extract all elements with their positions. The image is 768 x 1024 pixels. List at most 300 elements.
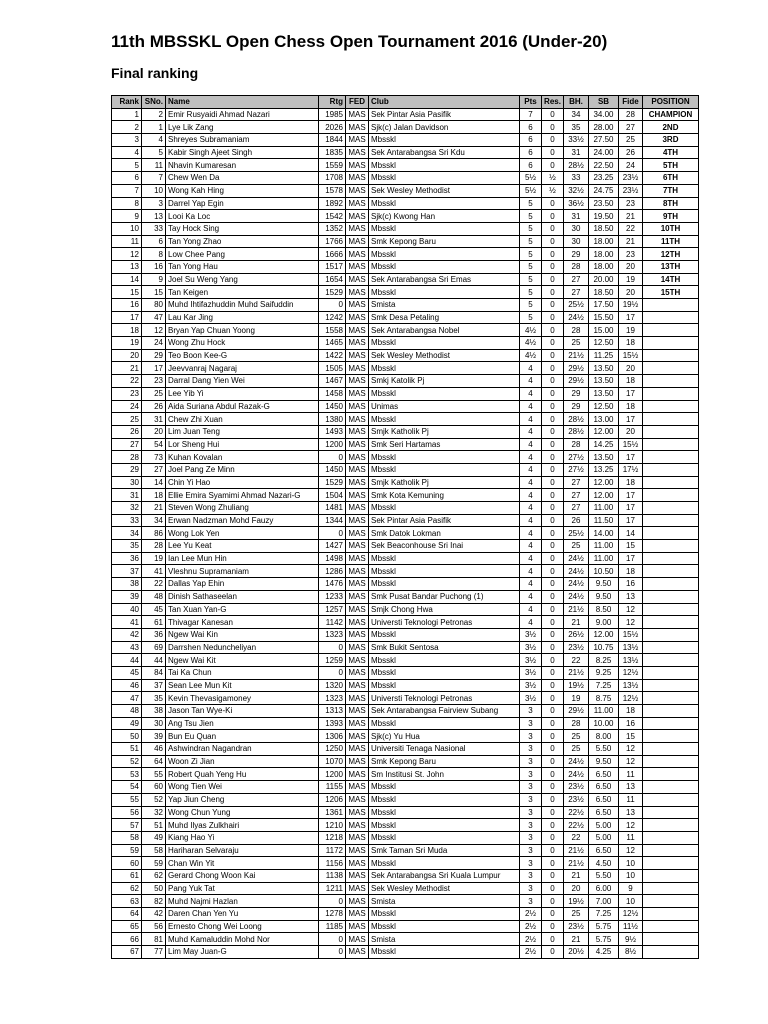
- cell-res: 0: [542, 451, 564, 464]
- cell-club: Sek Pintar Asia Pasifik: [369, 514, 520, 527]
- cell-rank: 22: [112, 375, 142, 388]
- cell-points: 4: [520, 527, 542, 540]
- cell-fide: 11: [619, 768, 643, 781]
- cell-bh: 25½: [564, 299, 589, 312]
- cell-fed: MAS: [346, 514, 369, 527]
- cell-sno: 30: [142, 717, 166, 730]
- cell-club: Mbsskl: [369, 819, 520, 832]
- cell-bh: 22: [564, 654, 589, 667]
- cell-sno: 35: [142, 692, 166, 705]
- cell-fed: MAS: [346, 781, 369, 794]
- cell-position: [643, 362, 699, 375]
- cell-sno: 41: [142, 565, 166, 578]
- cell-points: 5: [520, 248, 542, 261]
- cell-position: [643, 730, 699, 743]
- cell-name: Muhd Najmi Hazlan: [166, 895, 319, 908]
- cell-rank: 41: [112, 616, 142, 629]
- cell-bh: 29½: [564, 705, 589, 718]
- cell-res: 0: [542, 730, 564, 743]
- cell-rank: 33: [112, 514, 142, 527]
- cell-sb: 17.50: [589, 299, 619, 312]
- table-row: [112, 476, 699, 489]
- cell-sb: 18.50: [589, 222, 619, 235]
- cell-points: 3½: [520, 666, 542, 679]
- cell-club: Mbsskl: [369, 260, 520, 273]
- cell-fide: 15½: [619, 628, 643, 641]
- cell-sno: 58: [142, 844, 166, 857]
- cell-points: 6: [520, 134, 542, 147]
- cell-name: Chew Zhi Xuan: [166, 413, 319, 426]
- table-row: [112, 628, 699, 641]
- cell-name: Lye Lik Zang: [166, 121, 319, 134]
- cell-fed: MAS: [346, 324, 369, 337]
- cell-club: Mbsskl: [369, 451, 520, 464]
- cell-res: 0: [542, 755, 564, 768]
- cell-fed: MAS: [346, 286, 369, 299]
- cell-res: 0: [542, 679, 564, 692]
- cell-position: [643, 641, 699, 654]
- cell-fed: MAS: [346, 806, 369, 819]
- cell-res: 0: [542, 908, 564, 921]
- cell-position: [643, 387, 699, 400]
- cell-position: [643, 882, 699, 895]
- cell-position: 11TH: [643, 235, 699, 248]
- cell-res: 0: [542, 387, 564, 400]
- table-row: [112, 806, 699, 819]
- cell-bh: 27: [564, 489, 589, 502]
- cell-fide: 20: [619, 362, 643, 375]
- cell-fide: 18: [619, 705, 643, 718]
- cell-points: 4½: [520, 324, 542, 337]
- cell-sb: 11.00: [589, 540, 619, 553]
- cell-name: Tai Ka Chun: [166, 666, 319, 679]
- cell-rank: 10: [112, 222, 142, 235]
- cell-fide: 12: [619, 743, 643, 756]
- cell-fide: 14: [619, 527, 643, 540]
- cell-bh: 28: [564, 260, 589, 273]
- cell-sno: 47: [142, 311, 166, 324]
- cell-name: Ang Tsu Jien: [166, 717, 319, 730]
- cell-club: Smjk Katholik Pj: [369, 425, 520, 438]
- cell-sb: 6.00: [589, 882, 619, 895]
- cell-res: 0: [542, 628, 564, 641]
- cell-points: 3: [520, 768, 542, 781]
- cell-bh: 27½: [564, 451, 589, 464]
- cell-bh: 21½: [564, 844, 589, 857]
- cell-sb: 5.50: [589, 869, 619, 882]
- cell-club: Universiti Tenaga Nasional: [369, 743, 520, 756]
- cell-club: Smjk Chong Hwa: [369, 603, 520, 616]
- cell-name: Tan Yong Hau: [166, 260, 319, 273]
- cell-bh: 26: [564, 514, 589, 527]
- header-rating: Rtg: [319, 96, 346, 109]
- cell-rank: 39: [112, 590, 142, 603]
- cell-res: 0: [542, 819, 564, 832]
- cell-bh: 23½: [564, 641, 589, 654]
- cell-rating: 1393: [319, 717, 346, 730]
- cell-name: Tan Yong Zhao: [166, 235, 319, 248]
- cell-sb: 18.00: [589, 235, 619, 248]
- cell-res: 0: [542, 476, 564, 489]
- cell-fed: MAS: [346, 197, 369, 210]
- cell-res: 0: [542, 565, 564, 578]
- cell-name: Wong Lok Yen: [166, 527, 319, 540]
- cell-rank: 52: [112, 755, 142, 768]
- cell-rating: 1210: [319, 819, 346, 832]
- cell-rank: 59: [112, 844, 142, 857]
- cell-name: Kiang Hao Yi: [166, 831, 319, 844]
- cell-res: 0: [542, 362, 564, 375]
- cell-res: 0: [542, 210, 564, 223]
- cell-points: 5: [520, 210, 542, 223]
- cell-club: Smk Pusat Bandar Puchong (1): [369, 590, 520, 603]
- cell-points: 4: [520, 438, 542, 451]
- cell-bh: 36½: [564, 197, 589, 210]
- cell-rating: 1476: [319, 578, 346, 591]
- ranking-body: [112, 108, 699, 958]
- cell-sb: 5.00: [589, 831, 619, 844]
- cell-points: 3½: [520, 692, 542, 705]
- cell-position: [643, 933, 699, 946]
- cell-res: 0: [542, 920, 564, 933]
- cell-club: Mbsskl: [369, 362, 520, 375]
- cell-name: Pang Yuk Tat: [166, 882, 319, 895]
- cell-res: 0: [542, 489, 564, 502]
- cell-res: 0: [542, 666, 564, 679]
- cell-sb: 8.50: [589, 603, 619, 616]
- cell-sno: 38: [142, 705, 166, 718]
- cell-points: 5: [520, 273, 542, 286]
- cell-position: [643, 476, 699, 489]
- cell-bh: 35: [564, 121, 589, 134]
- cell-sno: 7: [142, 172, 166, 185]
- cell-name: Dallas Yap Ehin: [166, 578, 319, 591]
- cell-fed: MAS: [346, 590, 369, 603]
- table-row: [112, 590, 699, 603]
- cell-points: 3: [520, 743, 542, 756]
- cell-name: Darrel Yap Egin: [166, 197, 319, 210]
- cell-rank: 65: [112, 920, 142, 933]
- cell-name: Daren Chan Yen Yu: [166, 908, 319, 921]
- cell-rank: 13: [112, 260, 142, 273]
- table-row: [112, 235, 699, 248]
- cell-rank: 2: [112, 121, 142, 134]
- table-row: [112, 869, 699, 882]
- cell-club: Mbsskl: [369, 781, 520, 794]
- cell-position: [643, 578, 699, 591]
- cell-bh: 33½: [564, 134, 589, 147]
- cell-rating: 1450: [319, 463, 346, 476]
- cell-rank: 16: [112, 299, 142, 312]
- cell-res: 0: [542, 882, 564, 895]
- cell-rank: 14: [112, 273, 142, 286]
- cell-fide: 10: [619, 895, 643, 908]
- table-row: [112, 540, 699, 553]
- cell-club: Universti Teknologi Petronas: [369, 692, 520, 705]
- cell-res: 0: [542, 349, 564, 362]
- cell-sb: 12.00: [589, 425, 619, 438]
- cell-position: [643, 743, 699, 756]
- table-row: [112, 222, 699, 235]
- cell-name: Ngew Wai Kit: [166, 654, 319, 667]
- cell-points: 5: [520, 311, 542, 324]
- cell-club: Mbsskl: [369, 222, 520, 235]
- cell-bh: 25½: [564, 527, 589, 540]
- cell-points: 3: [520, 717, 542, 730]
- cell-points: 4: [520, 413, 542, 426]
- cell-club: Smkj Katolik Pj: [369, 375, 520, 388]
- cell-rating: 1766: [319, 235, 346, 248]
- cell-rating: 1427: [319, 540, 346, 553]
- cell-rating: 0: [319, 933, 346, 946]
- ranking-table: [111, 95, 699, 959]
- cell-fed: MAS: [346, 387, 369, 400]
- cell-res: 0: [542, 552, 564, 565]
- cell-bh: 30: [564, 235, 589, 248]
- cell-rank: 44: [112, 654, 142, 667]
- header-fide: Fide: [619, 96, 643, 109]
- table-row: [112, 552, 699, 565]
- cell-sb: 19.50: [589, 210, 619, 223]
- cell-bh: 22½: [564, 806, 589, 819]
- table-row: [112, 578, 699, 591]
- cell-rank: 12: [112, 248, 142, 261]
- cell-club: Mbsskl: [369, 679, 520, 692]
- cell-fide: 24: [619, 159, 643, 172]
- cell-position: [643, 375, 699, 388]
- cell-res: 0: [542, 793, 564, 806]
- cell-sno: 54: [142, 438, 166, 451]
- cell-sb: 18.50: [589, 286, 619, 299]
- cell-fide: 18: [619, 337, 643, 350]
- cell-club: Sm Institusi St. John: [369, 768, 520, 781]
- cell-position: [643, 781, 699, 794]
- cell-sb: 12.00: [589, 489, 619, 502]
- cell-bh: 24½: [564, 311, 589, 324]
- cell-sb: 10.75: [589, 641, 619, 654]
- cell-points: 4: [520, 540, 542, 553]
- cell-sno: 60: [142, 781, 166, 794]
- cell-sno: 81: [142, 933, 166, 946]
- cell-position: [643, 705, 699, 718]
- cell-name: Wong Tien Wei: [166, 781, 319, 794]
- cell-fed: MAS: [346, 235, 369, 248]
- cell-sno: 4: [142, 134, 166, 147]
- cell-fed: MAS: [346, 628, 369, 641]
- cell-rank: 8: [112, 197, 142, 210]
- cell-rank: 18: [112, 324, 142, 337]
- cell-sb: 23.50: [589, 197, 619, 210]
- cell-rank: 46: [112, 679, 142, 692]
- table-row: [112, 146, 699, 159]
- cell-club: Mbsskl: [369, 134, 520, 147]
- cell-fed: MAS: [346, 400, 369, 413]
- cell-fide: 17: [619, 387, 643, 400]
- cell-rank: 31: [112, 489, 142, 502]
- cell-sb: 4.25: [589, 946, 619, 959]
- cell-bh: 28: [564, 438, 589, 451]
- cell-res: 0: [542, 705, 564, 718]
- table-row: [112, 793, 699, 806]
- cell-sno: 55: [142, 768, 166, 781]
- cell-points: 5½: [520, 184, 542, 197]
- cell-sno: 59: [142, 857, 166, 870]
- cell-bh: 21½: [564, 349, 589, 362]
- cell-sno: 50: [142, 882, 166, 895]
- cell-fed: MAS: [346, 362, 369, 375]
- cell-rank: 45: [112, 666, 142, 679]
- cell-fed: MAS: [346, 146, 369, 159]
- cell-rank: 42: [112, 628, 142, 641]
- cell-res: 0: [542, 463, 564, 476]
- table-row: [112, 781, 699, 794]
- cell-points: 5: [520, 222, 542, 235]
- cell-rank: 30: [112, 476, 142, 489]
- cell-res: 0: [542, 324, 564, 337]
- cell-fed: MAS: [346, 108, 369, 121]
- cell-position: 9TH: [643, 210, 699, 223]
- cell-position: [643, 717, 699, 730]
- cell-points: 4: [520, 552, 542, 565]
- cell-rank: 26: [112, 425, 142, 438]
- cell-res: 0: [542, 159, 564, 172]
- cell-sno: 49: [142, 831, 166, 844]
- cell-res: 0: [542, 857, 564, 870]
- cell-name: Bun Eu Quan: [166, 730, 319, 743]
- cell-club: Sek Wesley Methodist: [369, 882, 520, 895]
- cell-club: Sek Antarabangsa Sri Kdu: [369, 146, 520, 159]
- cell-fide: 17: [619, 451, 643, 464]
- cell-position: [643, 768, 699, 781]
- table-row: [112, 134, 699, 147]
- cell-rating: 1481: [319, 502, 346, 515]
- cell-res: 0: [542, 413, 564, 426]
- cell-bh: 28: [564, 324, 589, 337]
- cell-fide: 23: [619, 248, 643, 261]
- cell-rank: 67: [112, 946, 142, 959]
- cell-bh: 29: [564, 387, 589, 400]
- cell-fed: MAS: [346, 425, 369, 438]
- cell-fed: MAS: [346, 489, 369, 502]
- cell-rank: 9: [112, 210, 142, 223]
- cell-fide: 12: [619, 819, 643, 832]
- cell-bh: 31: [564, 210, 589, 223]
- cell-sb: 14.00: [589, 527, 619, 540]
- cell-bh: 20½: [564, 946, 589, 959]
- cell-fed: MAS: [346, 502, 369, 515]
- cell-rating: 1200: [319, 438, 346, 451]
- cell-club: Smk Kepong Baru: [369, 235, 520, 248]
- cell-position: [643, 425, 699, 438]
- cell-sno: 24: [142, 337, 166, 350]
- cell-sb: 24.00: [589, 146, 619, 159]
- cell-fed: MAS: [346, 666, 369, 679]
- cell-fed: MAS: [346, 349, 369, 362]
- cell-fed: MAS: [346, 895, 369, 908]
- table-row: [112, 882, 699, 895]
- cell-sb: 5.75: [589, 920, 619, 933]
- cell-points: 3: [520, 831, 542, 844]
- cell-fide: 26: [619, 146, 643, 159]
- cell-club: Smista: [369, 299, 520, 312]
- cell-res: 0: [542, 717, 564, 730]
- cell-club: Mbsskl: [369, 920, 520, 933]
- cell-bh: 27: [564, 273, 589, 286]
- cell-fide: 13½: [619, 641, 643, 654]
- cell-name: Ernesto Chong Wei Loong: [166, 920, 319, 933]
- cell-rank: 54: [112, 781, 142, 794]
- cell-name: Ian Lee Mun Hin: [166, 552, 319, 565]
- cell-name: Sean Lee Mun Kit: [166, 679, 319, 692]
- cell-fed: MAS: [346, 755, 369, 768]
- cell-fide: 12: [619, 603, 643, 616]
- cell-bh: 21: [564, 616, 589, 629]
- cell-rating: 1278: [319, 908, 346, 921]
- cell-res: 0: [542, 311, 564, 324]
- cell-fed: MAS: [346, 260, 369, 273]
- cell-points: 4½: [520, 337, 542, 350]
- cell-sno: 52: [142, 793, 166, 806]
- cell-rating: 1185: [319, 920, 346, 933]
- table-row: [112, 565, 699, 578]
- cell-position: [643, 793, 699, 806]
- cell-name: Lim Juan Teng: [166, 425, 319, 438]
- cell-club: Smk Bukit Sentosa: [369, 641, 520, 654]
- cell-bh: 32½: [564, 184, 589, 197]
- cell-sno: 69: [142, 641, 166, 654]
- cell-rank: 25: [112, 413, 142, 426]
- cell-fed: MAS: [346, 134, 369, 147]
- cell-bh: 29½: [564, 375, 589, 388]
- cell-res: 0: [542, 134, 564, 147]
- cell-position: [643, 324, 699, 337]
- cell-points: 4: [520, 616, 542, 629]
- cell-bh: 23½: [564, 793, 589, 806]
- cell-fide: 15: [619, 730, 643, 743]
- cell-sno: 9: [142, 273, 166, 286]
- cell-res: 0: [542, 616, 564, 629]
- cell-sb: 6.50: [589, 844, 619, 857]
- cell-fed: MAS: [346, 273, 369, 286]
- cell-rank: 5: [112, 159, 142, 172]
- cell-rank: 36: [112, 552, 142, 565]
- cell-fide: 10: [619, 869, 643, 882]
- cell-fide: 9: [619, 882, 643, 895]
- table-row: [112, 362, 699, 375]
- cell-sno: 28: [142, 540, 166, 553]
- cell-sno: 5: [142, 146, 166, 159]
- cell-club: Mbsskl: [369, 666, 520, 679]
- cell-rating: 1504: [319, 489, 346, 502]
- cell-points: 6: [520, 146, 542, 159]
- cell-sno: 26: [142, 400, 166, 413]
- cell-name: Thivagar Kanesan: [166, 616, 319, 629]
- cell-sno: 48: [142, 590, 166, 603]
- cell-rating: 0: [319, 895, 346, 908]
- cell-rating: 1323: [319, 692, 346, 705]
- cell-fed: MAS: [346, 603, 369, 616]
- cell-club: Sek Wesley Methodist: [369, 349, 520, 362]
- cell-rating: 1200: [319, 768, 346, 781]
- cell-sb: 20.00: [589, 273, 619, 286]
- cell-sb: 11.50: [589, 514, 619, 527]
- cell-rank: 23: [112, 387, 142, 400]
- cell-rank: 27: [112, 438, 142, 451]
- cell-rank: 19: [112, 337, 142, 350]
- cell-name: Aida Suriana Abdul Razak-G: [166, 400, 319, 413]
- cell-club: Mbsskl: [369, 946, 520, 959]
- cell-rating: 1306: [319, 730, 346, 743]
